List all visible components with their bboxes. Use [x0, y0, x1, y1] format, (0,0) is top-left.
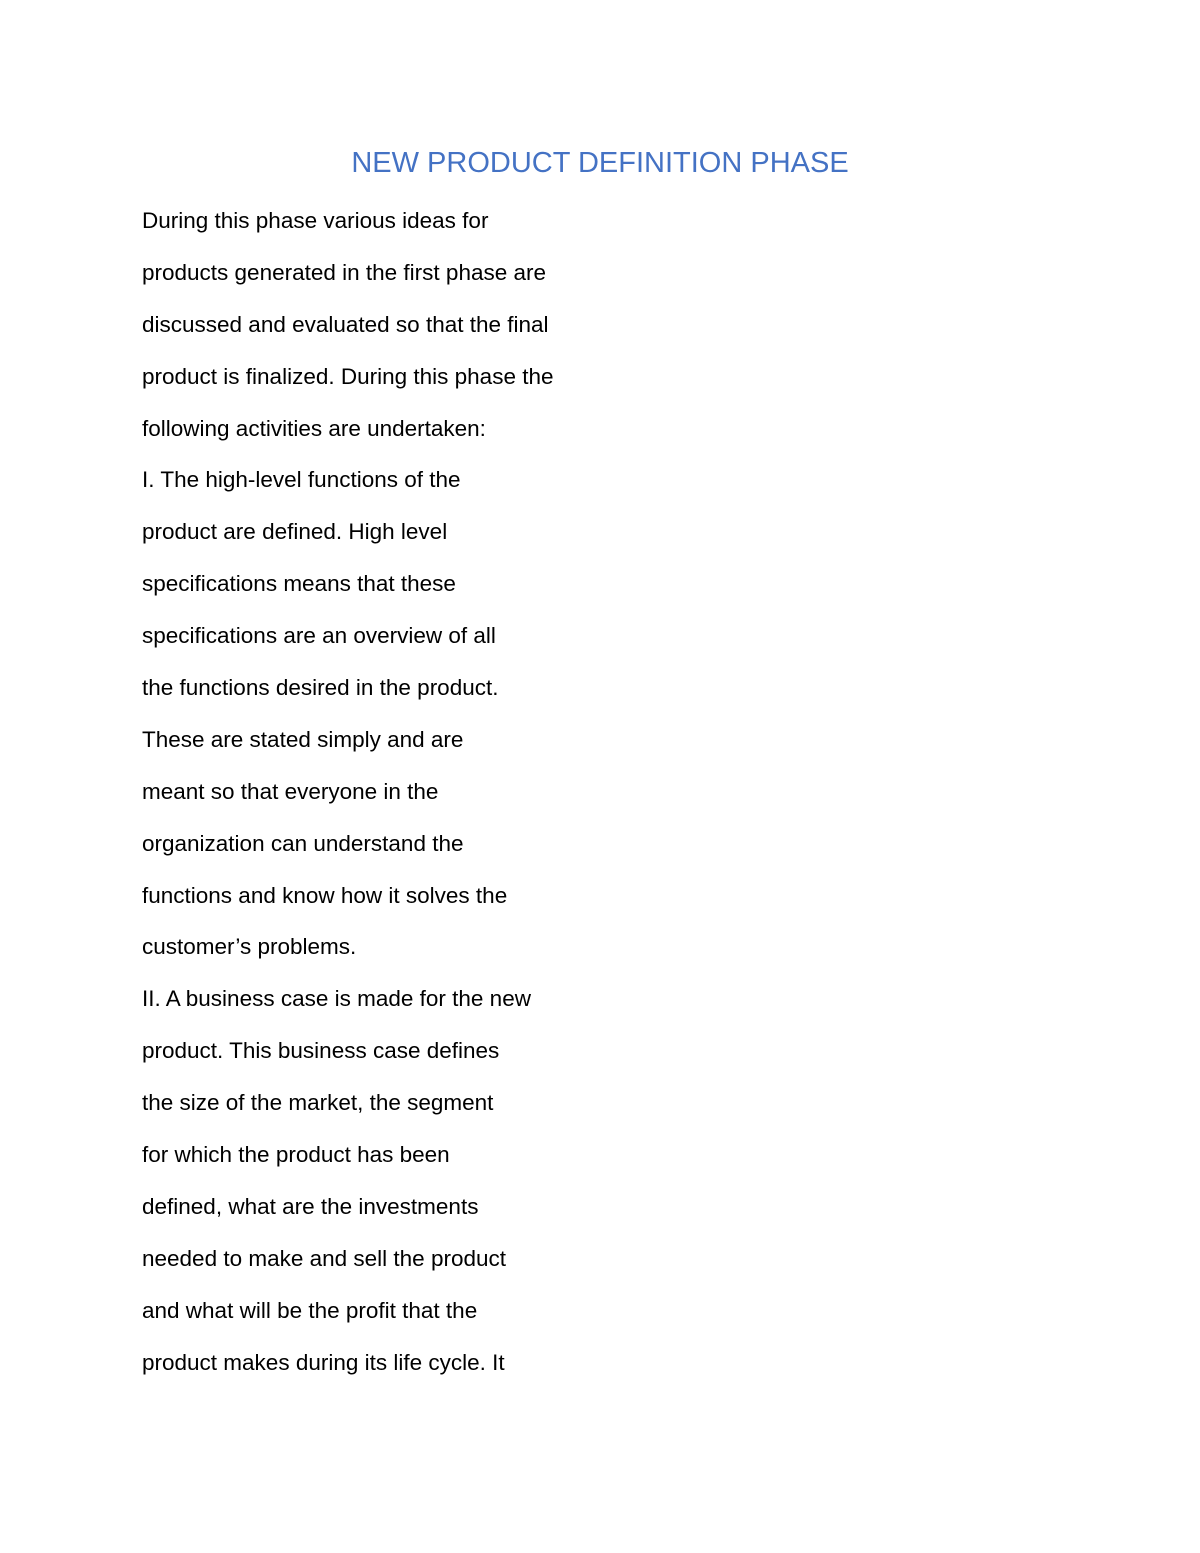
body-paragraph — [142, 199, 762, 1392]
text-line: specifications means that these — [142, 571, 456, 597]
text-line: I. The high-level functions of the — [142, 467, 461, 493]
text-line: customer’s problems. — [142, 934, 357, 960]
text-line: specifications are an overview of all — [142, 623, 496, 649]
text-line: product makes during its life cycle. It — [142, 1349, 505, 1375]
text-line: the size of the market, the segment — [142, 1090, 494, 1116]
text-line: organization can understand the — [142, 830, 464, 856]
text-line: discussed and evaluated so that the final — [142, 311, 549, 337]
text-line: and what will be the profit that the — [142, 1297, 478, 1323]
text-line: meant so that everyone in the — [142, 778, 439, 804]
text-line: product are defined. High level — [142, 519, 448, 545]
text-line: functions and know how it solves the — [142, 882, 508, 908]
page-title: NEW PRODUCT DEFINITION PHASE — [351, 147, 849, 179]
text-line: following activities are undertaken: — [142, 415, 486, 441]
text-line: for which the product has been — [142, 1142, 450, 1168]
text-line: product is finalized. During this phase the — [142, 363, 554, 389]
text-line: products generated in the first phase are — [142, 259, 547, 285]
text-line: These are stated simply and are — [142, 726, 464, 752]
text-line: the functions desired in the product. — [142, 675, 499, 701]
text-line: II. A business case is made for the new — [142, 986, 531, 1012]
text-line: needed to make and sell the product — [142, 1245, 506, 1271]
text-line: During this phase various ideas for — [142, 208, 489, 233]
text-line: defined, what are the investments — [142, 1193, 479, 1219]
text-line: product. This business case defines — [142, 1038, 500, 1064]
